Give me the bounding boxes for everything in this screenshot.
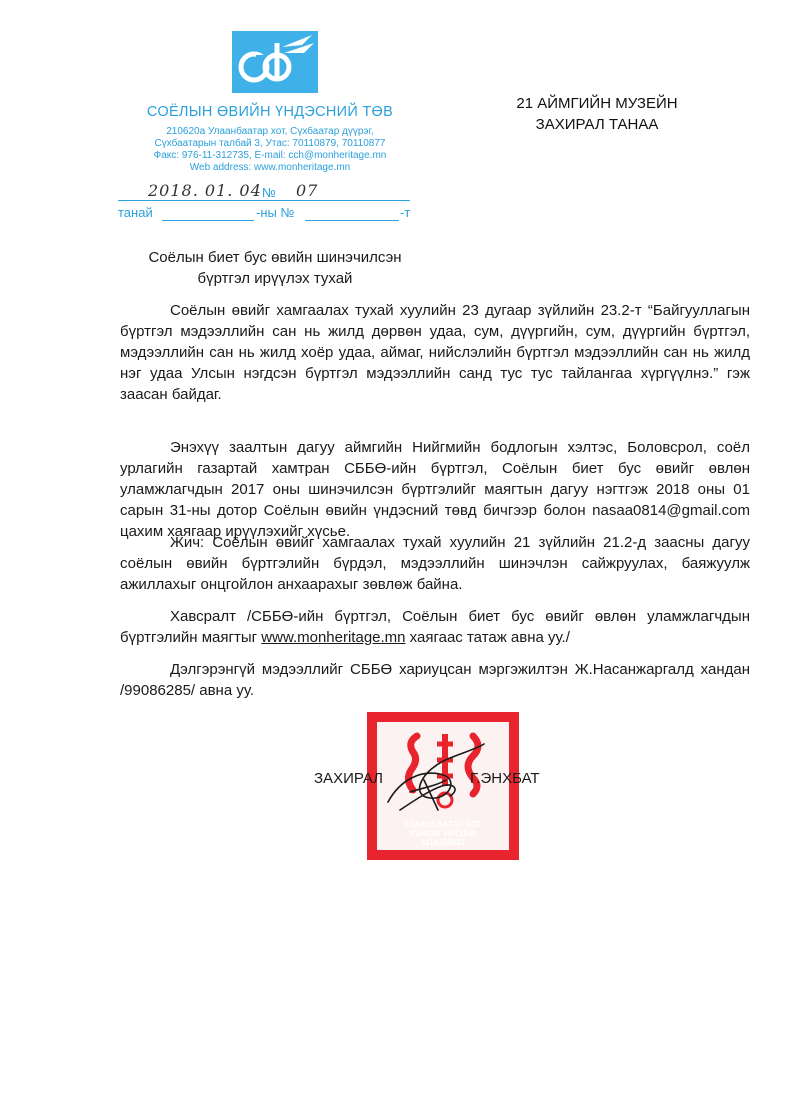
t-label: -т <box>400 205 411 220</box>
body-paragraph-4: Хавсралт /СББӨ-ийн бүртгэл, Соёлын биет бус өвийг өвлөн уламжлагчдын бүртгэлийн маягтыг www.monheritage.mn хаягаас татаж авна уу./ <box>120 608 750 646</box>
stamp-text-line-1: УЛААНБААТАР ХОТ <box>403 820 483 829</box>
organization-name: СОЁЛЫН ӨВИЙН ҮНДЭСНИЙ ТӨВ <box>146 104 394 120</box>
address-line-1: 210620а Улаанбаатар хот, Сүхбаатар дүүрэг, <box>166 126 374 137</box>
letter-number: 07 <box>296 181 319 200</box>
contact-line: Факс: 976-11-312735, E-mail: cch@monheritage.mn <box>153 150 387 161</box>
signatory-name: Г.ЭНХБАТ <box>470 770 540 787</box>
stamp-text-line-2: 9104208 ХНТ1839 <box>409 829 477 838</box>
subject-line-2: бүртгэл ирүүлэх тухай <box>197 270 353 287</box>
subject-line-1: Соёлын биет бус өвийн шинэчилсэн <box>148 249 402 266</box>
date-underline <box>118 200 410 201</box>
body-paragraph-2: Энэхүү заалтын дагуу аймгийн Нийгмийн бодлогын хэлтэс, Боловсрол, соёл урлагийн газартай хамтран СББӨ-ийн бүртгэл, Соёлын биет бус өвийг өвлөн уламжлагчдын 2017 оны шинэчилсэн бүртгэлийг маягтын дагуу нэгтгэж 2018 оны 01 сарын 31-ны дотор Соёлын өвийн үндэсний төвд бичгээр болон nasaa0814@gmail.com цахим хаягаар ирүүлэхийг хүсье. <box>120 439 750 540</box>
handwritten-signature <box>380 740 490 820</box>
recipient-line-2: ЗАХИРАЛ ТАНАА <box>535 116 659 133</box>
number-label: № <box>262 185 276 200</box>
recipient-block <box>452 93 742 135</box>
tanai-underline <box>162 220 254 221</box>
organization-logo <box>232 31 318 93</box>
tanai-label: танай <box>118 205 153 220</box>
stamp-text-line-3: 1118158933 <box>421 838 465 847</box>
address-line-2: Сүхбаатарын талбай 3, Утас: 70110879, 70110877 <box>154 138 386 149</box>
ny-underline <box>305 220 399 221</box>
signatory-title: ЗАХИРАЛ <box>314 770 384 787</box>
website-link[interactable]: www.monheritage.mn <box>261 629 406 646</box>
body-paragraph-1: Соёлын өвийг хамгаалах тухай хуулийн 23 дугаар зүйлийн 23.2-т “Байгууллагын бүртгэл мэдээллийн сан нь жилд дөрвөн удаа, сум, дүүргийн, сум, дүүргийн бүртгэл, мэдээллийн сан нь жилд хоёр удаа, аймаг, нийслэлийн бүртгэл мэдээллийн сан нь жилд нэг удаа Улсын нэгдсэн бүртгэл мэдээллийн санд тус тус тайлангаа хүргүүлнэ.” гэж заасан байдаг. <box>120 302 750 403</box>
body-paragraph-3: Жич: Соёлын өвийг хамгаалах тухай хуулийн 21 зүйлийн 21.2-д заасны дагуу соёлын өвийн бүртгэлийн бүрдэл, мэдээллийн шинэчлэн сайжруулах, баяжуулж ажиллахыг онцгойлон анхаарахыг зөвлөж байна. <box>120 534 750 593</box>
letter-date: 2018. 01. 04 <box>148 181 262 200</box>
recipient-line-1: 21 АЙМГИЙН МУЗЕЙН <box>516 95 678 112</box>
web-address-line: Web address: www.monheritage.mn <box>189 162 351 173</box>
body-paragraph-5: Дэлгэрэнгүй мэдээллийг СББӨ хариуцсан мэргэжилтэн Ж.Насанжаргалд хандан /99086285/ авна уу. <box>120 661 750 699</box>
letter-subject <box>130 247 420 289</box>
organization-contact-block <box>120 126 420 174</box>
ny-label: -ны № <box>256 205 295 220</box>
